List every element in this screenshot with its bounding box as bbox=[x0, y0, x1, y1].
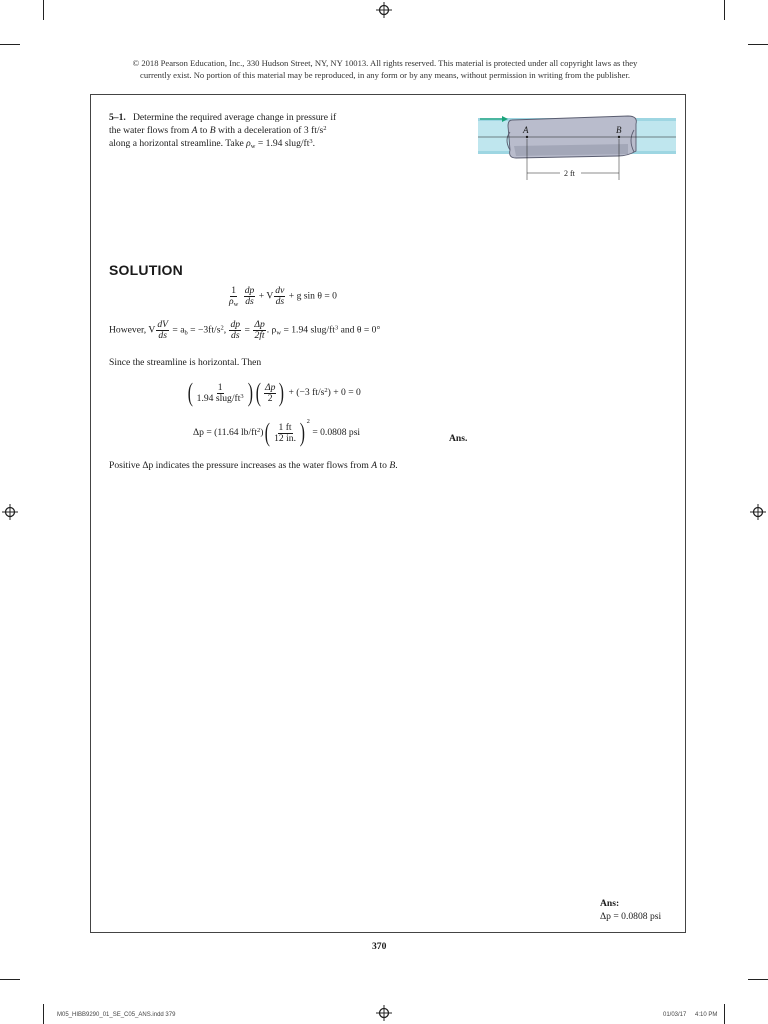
denominator: ds bbox=[245, 296, 254, 307]
dimension-label: 2 ft bbox=[564, 169, 575, 178]
registration-mark-icon bbox=[376, 2, 392, 18]
equation-term: However, V bbox=[109, 324, 156, 336]
point-label: B bbox=[209, 125, 216, 136]
conclusion-part: Positive Δp indicates the pressure increases as the water flows from bbox=[109, 460, 369, 471]
point-a-marker bbox=[526, 136, 528, 138]
numerator: 1 bbox=[231, 285, 237, 296]
equation-term: ) bbox=[260, 427, 264, 439]
equation-1 bbox=[227, 286, 337, 307]
paren: ( bbox=[187, 378, 193, 407]
problem-text: along a horizontal streamline. Take bbox=[109, 138, 244, 149]
equation-term: and θ = 0° bbox=[340, 324, 381, 336]
conclusion-text bbox=[109, 459, 398, 472]
page-number: 370 bbox=[372, 941, 387, 952]
denominator: 2ft bbox=[254, 330, 265, 341]
numerator: 1 bbox=[217, 381, 223, 393]
registration-mark-icon bbox=[2, 504, 18, 520]
equation-term: = −3ft/s bbox=[190, 324, 221, 336]
numerator: Δp bbox=[264, 381, 276, 393]
exponent: 2 bbox=[220, 324, 224, 332]
pipe-highlight bbox=[514, 144, 628, 156]
crop-mark bbox=[43, 0, 44, 20]
denominator: ds bbox=[231, 330, 240, 341]
fraction bbox=[196, 383, 245, 404]
numerator: dv bbox=[275, 285, 285, 296]
problem-number: 5–1. bbox=[109, 112, 126, 123]
copyright-line: © 2018 Pearson Education, Inc., 330 Hudson Street, NY, NY 10013. All rights reserved. This material is protected under all copyright laws as they bbox=[132, 58, 638, 68]
subscript: b bbox=[184, 329, 188, 337]
registration-mark-icon bbox=[376, 1005, 392, 1021]
point-label: A bbox=[371, 460, 378, 471]
equation-term: . ρ bbox=[266, 324, 277, 336]
footer-time: 4:10 PM bbox=[695, 1012, 718, 1018]
problem-line bbox=[109, 137, 409, 150]
point-label: A bbox=[191, 125, 198, 136]
denominator bbox=[196, 394, 245, 404]
problem-text: Determine the required average change in pressure if bbox=[133, 112, 337, 123]
density-symbol: ρ bbox=[246, 138, 251, 149]
denominator bbox=[228, 297, 239, 307]
numerator: dp bbox=[244, 285, 255, 296]
equation-term: = 1.94 slug/ft bbox=[283, 324, 335, 336]
density-symbol: ρ bbox=[229, 296, 234, 307]
paren: ) bbox=[299, 418, 305, 447]
fraction bbox=[244, 286, 256, 307]
problem-text: to bbox=[199, 125, 208, 136]
problem-text: . bbox=[312, 138, 316, 149]
exponent: 2 bbox=[324, 387, 328, 395]
answer-marker: Ans. bbox=[449, 433, 468, 444]
equation-term: = a bbox=[172, 324, 185, 336]
equation-2: However, V $\frac{dV}{ds}$ = $a_b = -3ft/s^2$, $\frac{dp}{ds}$ = $\frac{\Delta p}{2ft}$ . $\rho_w = 1.94$ slug/$ft^3$ and θ = 0° bbox=[109, 319, 381, 341]
equation-term: + (−3 ft/s bbox=[288, 387, 325, 399]
paren: ) bbox=[279, 378, 285, 407]
crop-mark bbox=[724, 0, 725, 20]
registration-mark-icon bbox=[750, 504, 766, 520]
numerator: dp bbox=[230, 319, 241, 330]
exponent: 2 bbox=[257, 427, 261, 435]
subscript: w bbox=[250, 143, 256, 150]
point-b-marker bbox=[618, 136, 620, 138]
problem-line bbox=[109, 111, 409, 124]
problem-line bbox=[109, 124, 409, 137]
fraction bbox=[156, 320, 169, 341]
denominator: 2 bbox=[267, 392, 273, 404]
equation-term: = bbox=[244, 324, 250, 336]
solution-heading: SOLUTION bbox=[109, 262, 183, 278]
page-frame bbox=[90, 94, 686, 933]
denominator: ds bbox=[158, 330, 167, 341]
exponent: 2 bbox=[306, 418, 310, 426]
problem-text: with a deceleration of 3 ft/s bbox=[218, 125, 324, 136]
exponent: 3 bbox=[334, 324, 339, 332]
numerator: 1 ft bbox=[278, 421, 292, 433]
equation-result: = 0.0808 psi bbox=[312, 427, 361, 439]
denominator: 12 in. bbox=[274, 432, 296, 444]
fraction bbox=[229, 320, 241, 341]
answer-box-label: Ans: bbox=[600, 898, 620, 909]
conclusion-part: to bbox=[379, 460, 387, 471]
copyright-notice bbox=[60, 57, 710, 81]
copyright-line: currently exist. No portion of this material may be reproduced, in any form or by any means, without permission in writing from the publisher. bbox=[140, 70, 630, 80]
numerator: dV bbox=[157, 319, 169, 330]
crop-mark bbox=[748, 979, 768, 980]
crop-mark bbox=[724, 1004, 725, 1024]
paren: ( bbox=[265, 418, 271, 447]
subscript: w bbox=[276, 329, 282, 337]
fraction bbox=[264, 383, 276, 404]
fraction bbox=[228, 286, 239, 307]
exponent: 3 bbox=[309, 138, 313, 145]
exponent: 2 bbox=[323, 125, 327, 132]
footer-date: 01/03/17 bbox=[663, 1012, 687, 1018]
answer-box-value: Δp = 0.0808 psi bbox=[600, 911, 662, 922]
fraction bbox=[273, 423, 297, 444]
crop-mark bbox=[748, 44, 768, 45]
numerator: Δp bbox=[254, 319, 265, 330]
figure-label-a: A bbox=[523, 125, 529, 135]
footer-filename: M05_HIBB9290_01_SE_C05_ANS.indd 379 bbox=[57, 1012, 176, 1018]
equation-term: + V bbox=[258, 290, 274, 302]
solution-text: Since the streamline is horizontal. Then bbox=[109, 357, 262, 368]
crop-mark bbox=[0, 44, 20, 45]
subscript: w bbox=[233, 301, 239, 308]
crop-mark bbox=[43, 1004, 44, 1024]
conclusion-part: . bbox=[395, 460, 398, 471]
pipe-figure bbox=[478, 110, 676, 185]
problem-text: = 1.94 slug/ft bbox=[257, 138, 310, 149]
equation-4 bbox=[193, 420, 360, 446]
equation-term: + g sin θ = 0 bbox=[288, 290, 337, 302]
problem-statement bbox=[109, 111, 409, 150]
fraction bbox=[274, 286, 285, 307]
equation-3 bbox=[186, 380, 361, 406]
point-label: B bbox=[389, 460, 396, 471]
fraction bbox=[253, 320, 265, 341]
paren: ) bbox=[247, 378, 253, 407]
denominator-text: 1.94 slug/ft bbox=[196, 392, 241, 404]
equation-term: Δp = (11.64 lb/ft bbox=[193, 427, 257, 439]
paren: ( bbox=[256, 378, 262, 407]
crop-mark bbox=[0, 979, 20, 980]
exponent: 3 bbox=[240, 392, 244, 400]
problem-text: the water flows from bbox=[109, 125, 190, 136]
equation-term: ) + 0 = 0 bbox=[327, 387, 361, 399]
figure-label-b: B bbox=[616, 125, 622, 135]
denominator: ds bbox=[275, 296, 285, 307]
